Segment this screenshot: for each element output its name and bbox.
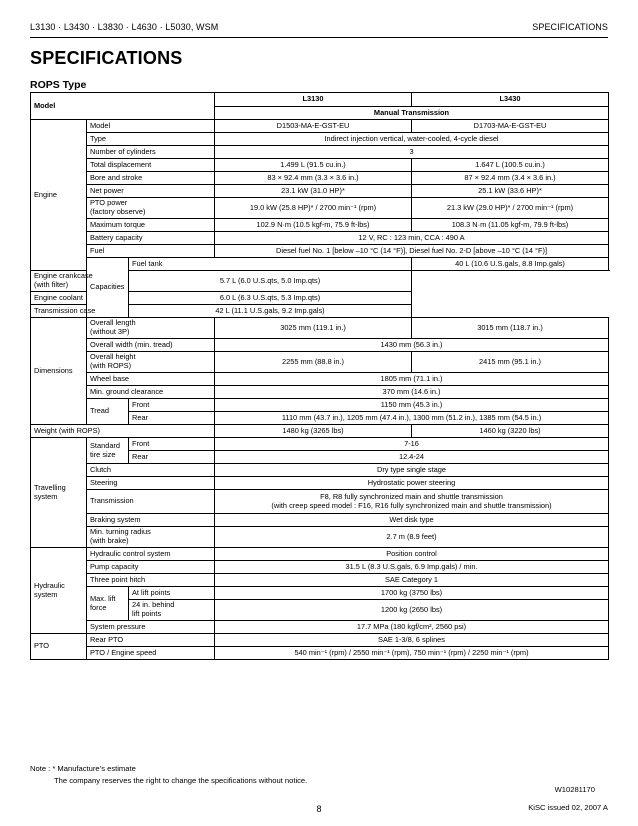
cell-value: SAE 1-3/8, 6 splines [215,634,609,647]
cell-value: 83 × 92.4 mm (3.3 × 3.6 in.) [215,172,412,185]
page-title: SPECIFICATIONS [30,48,183,68]
table-row [31,219,609,232]
label-line: Min. turning radius [90,527,151,537]
document-code: W10281170 [554,785,595,794]
table-row [31,587,609,600]
label-line: (with filter) [34,280,69,289]
group-engine: Engine [31,120,87,271]
row-label: Type [87,133,215,146]
row-label: Min. ground clearance [87,386,215,399]
row-label [87,527,215,548]
header-section: SPECIFICATIONS [532,22,608,32]
notes [30,763,307,787]
table-row [31,477,609,490]
cell-value: 1200 kg (2650 lbs) [215,600,609,621]
table-row [31,318,609,339]
label-line: tire size [90,449,116,459]
row-label: Wheel base [87,373,215,386]
table-row [31,159,609,172]
cell-value: 7-16 [215,438,609,451]
label-line: (with ROPS) [90,361,132,370]
group-capacities: Capacities [87,258,129,318]
cell-value: 2.7 m (8.9 feet) [215,527,609,548]
cell-value: 2255 mm (88.8 in.) [215,352,412,373]
sub-label [129,600,215,621]
label-line: (with brake) [90,536,129,545]
row-label: Fuel [87,245,215,258]
row-label: System pressure [87,621,215,634]
table-row [31,292,609,305]
value-line: F8, R8 fully synchronized main and shuttle transmission [320,491,503,501]
table-row [31,232,609,245]
column-header-b: L3430 [412,93,609,107]
cell-value: Wet disk type [215,514,609,527]
label-line: lift points [132,609,162,618]
cell-value: 12.4-24 [215,451,609,464]
issue-info: KiSC issued 02, 2007 A [528,803,608,812]
cell-value: Dry type single stage [215,464,609,477]
table-row [31,245,609,258]
cell-value: 102.9 N·m (10.5 kgf-m, 75.9 ft-lbs) [215,219,412,232]
label-line: Overall height [90,352,136,362]
row-label: Hydraulic control system [87,548,215,561]
group-hydraulic: Hydraulic system [31,548,87,634]
model-label: Model [31,93,215,120]
row-label: Rear PTO [87,634,215,647]
label-line: 24 in. behind [132,600,175,610]
table-row [31,172,609,185]
row-label: Transmission [87,490,215,514]
cell-value: 31.5 L (8.3 U.S.gals, 6.9 Imp.gals) / min. [215,561,609,574]
cell-value: 1.647 L (100.5 cu.in.) [412,159,609,172]
label-line: force [90,602,107,612]
table-row [31,352,609,373]
table-row [31,258,609,271]
table-row [31,561,609,574]
column-header-a: L3130 [215,93,412,107]
table-row [31,305,609,318]
sub-label: At lift points [129,587,215,600]
table-row [31,647,609,660]
cell-value: 21.3 kW (29.0 HP)* / 2700 min⁻¹ (rpm) [412,198,609,219]
cell-value: 17.7 MPa (180 kgf/cm², 2560 psi) [215,621,609,634]
row-label: Net power [87,185,215,198]
cell-value: 1430 mm (56.3 in.) [215,339,609,352]
row-label [87,198,215,219]
cell-value: 25.1 kW (33.6 HP)* [412,185,609,198]
table-row [31,621,609,634]
table-row [31,490,609,514]
group-pto: PTO [31,634,87,660]
cell-value [215,490,609,514]
row-label: Model [87,120,215,133]
row-label: Steering [87,477,215,490]
table-row [31,574,609,587]
row-label [87,318,215,339]
row-label: Pump capacity [87,561,215,574]
row-label: Transmission case [31,305,129,318]
table-row [31,339,609,352]
page-number: 8 [316,804,322,814]
label-line: (factory observe) [90,207,146,216]
table-row [31,133,609,146]
table-row [31,634,609,647]
cell-value: 40 L (10.6 U.S.gals, 8.8 Imp.gals) [412,258,609,271]
spec-table [30,92,609,660]
cell-value: Hydrostatic power steering [215,477,609,490]
cell-value: 540 min⁻¹ (rpm) / 2550 min⁻¹ (rpm), 750 min⁻¹ (rpm) / 2250 min⁻¹ (rpm) [215,647,609,660]
cell-value: 42 L (11.1 U.S.gals, 9.2 Imp.gals) [129,305,412,318]
cell-value: 6.0 L (6.3 U.S.qts, 5.3 Imp.qts) [129,292,412,305]
row-label: Battery capacity [87,232,215,245]
cell-value: 370 mm (14.6 in.) [215,386,609,399]
label-line: PTO power [90,198,128,208]
label-line: Engine crankcase [34,271,93,281]
row-label: Clutch [87,464,215,477]
group-dimensions: Dimensions [31,318,87,425]
table-row [31,464,609,477]
row-label: Three point hitch [87,574,215,587]
cell-value: 1.499 L (91.5 cu.in.) [215,159,412,172]
row-label [87,438,129,464]
row-label: Braking system [87,514,215,527]
header-rule [30,37,608,38]
sub-label: Rear [129,412,215,425]
table-row [31,438,609,451]
header-models: L3130 · L3430 · L3830 · L4630 · L5030, WSM [30,22,219,32]
note-estimate: Note : * Manufacture’s estimate [30,764,136,773]
cell-value: 1150 mm (45.3 in.) [215,399,609,412]
row-label: Fuel tank [129,258,412,271]
row-label: Overall width (min. tread) [87,339,215,352]
label-line: Max. lift [90,593,116,603]
cell-value: D1503-MA-E-GST-EU [215,120,412,133]
row-label [87,352,215,373]
cell-value: 19.0 kW (25.8 HP)* / 2700 min⁻¹ (rpm) [215,198,412,219]
table-row [31,198,609,219]
cell-value: 1460 kg (3220 lbs) [412,425,609,438]
table-row [31,146,609,159]
table-row [31,527,609,548]
cell-value: 12 V, RC : 123 min, CCA : 490 A [215,232,609,245]
cell-value: Position control [215,548,609,561]
label-line: (without 3P) [90,327,130,336]
group-weight: Weight (with ROPS) [31,425,215,438]
sub-label: Front [129,438,215,451]
row-label: Maximum torque [87,219,215,232]
cell-value: 3 [215,146,609,159]
page-header [30,22,608,36]
cell-value: 3015 mm (118.7 in.) [412,318,609,339]
transmission-header: Manual Transmission [215,107,609,120]
table-row [31,93,609,107]
cell-value: 1805 mm (71.1 in.) [215,373,609,386]
cell-value: SAE Category 1 [215,574,609,587]
cell-value: Diesel fuel No. 1 [below –10 °C (14 °F)], Diesel fuel No. 2-D [above –10 °C (14 °F)] [215,245,609,258]
cell-value: 23.1 kW (31.0 HP)* [215,185,412,198]
row-label: Bore and stroke [87,172,215,185]
value-line: (with creep speed model : F16, R16 fully synchronized main and shuttle transmission) [271,500,552,510]
row-label [87,587,129,621]
table-row [31,386,609,399]
cell-value: D1703-MA-E-GST-EU [412,120,609,133]
note-disclaimer: The company reserves the right to change the specifications without notice. [54,776,308,785]
section-subtitle: ROPS Type [30,79,87,91]
row-label: Number of cylinders [87,146,215,159]
row-label: Tread [87,399,129,425]
cell-value: Indirect injection vertical, water-cooled, 4-cycle diesel [215,133,609,146]
table-row [31,185,609,198]
cell-value: 5.7 L (6.0 U.S.qts, 5.0 Imp.qts) [129,271,412,292]
cell-value: 108.3 N·m (11.05 kgf-m, 79.9 ft-lbs) [412,219,609,232]
label-line: Standard [90,440,120,450]
table-row [31,548,609,561]
table-row [31,514,609,527]
table-row [31,399,609,412]
cell-value: 3025 mm (119.1 in.) [215,318,412,339]
sub-label: Front [129,399,215,412]
cell-value: 1480 kg (3265 lbs) [215,425,412,438]
group-travelling: Travelling system [31,438,87,548]
cell-value: 1110 mm (43.7 in.), 1205 mm (47.4 in.), 1300 mm (51.2 in.), 1385 mm (54.5 in.) [215,412,609,425]
table-row [31,120,609,133]
sub-label: Rear [129,451,215,464]
cell-value: 87 × 92.4 mm (3.4 × 3.6 in.) [412,172,609,185]
cell-value: 1700 kg (3750 lbs) [215,587,609,600]
cell-value: 2415 mm (95.1 in.) [412,352,609,373]
row-label: Engine coolant [31,292,129,305]
label-line: Overall length [90,318,136,328]
table-row [31,373,609,386]
table-row [31,425,609,438]
row-label: Total displacement [87,159,215,172]
row-label: PTO / Engine speed [87,647,215,660]
